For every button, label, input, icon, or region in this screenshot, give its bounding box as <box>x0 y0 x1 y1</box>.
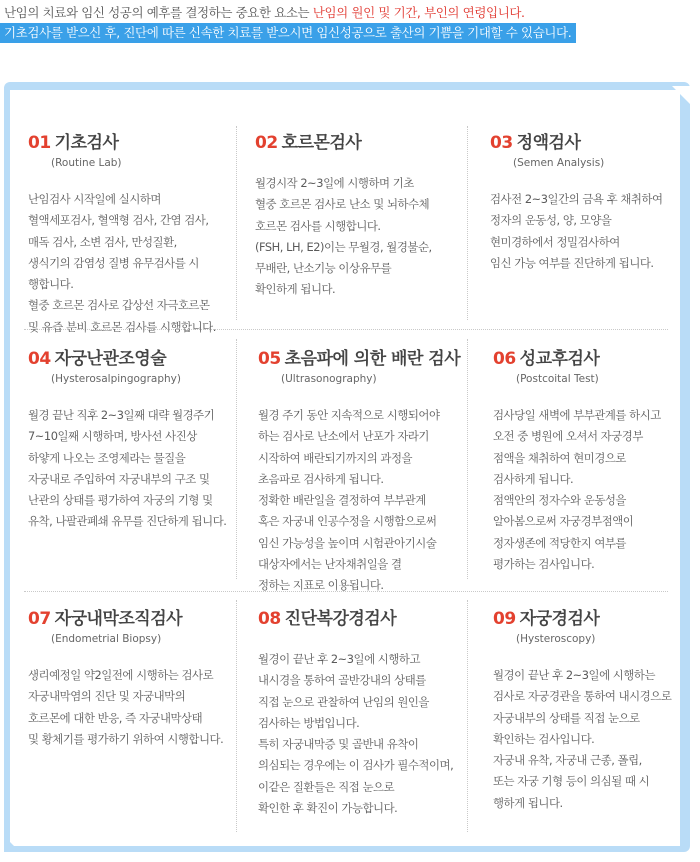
description-line: 및 황체기를 평가하기 위하여 시행합니다. <box>28 731 224 746</box>
test-title <box>28 344 226 369</box>
intro-highlight: 난임의 원인 및 기간, 부인의 연령입니다. <box>312 5 525 20</box>
description-line: 검사하게 됩니다. <box>493 471 574 486</box>
test-subtitle: (Hysterosalpingography) <box>51 373 181 385</box>
test-description <box>490 189 663 274</box>
test-description <box>493 665 671 814</box>
col-divider <box>236 126 237 320</box>
description-line: 유착, 나팔관폐쇄 유무를 진단하게 됩니다. <box>28 514 227 529</box>
test-title <box>258 344 460 369</box>
test-card-04 <box>28 344 226 533</box>
test-number: 01 <box>28 133 51 153</box>
test-description <box>28 405 226 533</box>
description-line: (FSH, LH, E2)이는 무월경, 월경불순, <box>255 239 432 254</box>
test-name: 호르몬검사 <box>281 133 362 153</box>
description-line: 검사당일 새벽에 부부관계를 하시고 <box>493 408 661 422</box>
frame-corner-bottom-left <box>4 836 20 852</box>
test-subtitle: (Ultrasonography) <box>281 373 377 385</box>
test-number: 05 <box>258 349 281 369</box>
test-title <box>493 344 661 369</box>
test-subtitle: (Endometrial Biopsy) <box>51 633 162 645</box>
description-line: 월경시작 2~3일에 시행하며 기초 <box>255 176 414 190</box>
description-line: 월경 주기 동안 지속적으로 시행되어야 <box>258 408 440 422</box>
description-line: 의심되는 경우에는 이 검사가 필수적이며, <box>258 758 454 773</box>
description-line: 월경이 끝난 후 2~3일에 시행하고 <box>258 652 421 666</box>
description-line: 직접 눈으로 관찰하여 난임의 원인을 <box>258 694 429 709</box>
test-name: 초음파에 의한 배란 검사 <box>284 349 461 369</box>
test-name: 진단복강경검사 <box>284 609 397 629</box>
description-line: 또는 자궁 기형 등이 의심될 때 시 <box>493 774 650 789</box>
test-card-07 <box>28 604 223 750</box>
description-line: 난임검사 시작일에 실시하며 <box>28 192 161 206</box>
description-line: 자궁내로 주입하여 자궁내부의 구조 및 <box>28 471 210 486</box>
test-card-03 <box>490 128 663 274</box>
description-line: 임신 가능 여부를 진단하게 됩니다. <box>490 255 654 270</box>
description-line: 자궁내 유착, 자궁내 근종, 폴립, <box>493 753 642 768</box>
test-title <box>255 128 432 153</box>
description-line: 알아봄으로써 자궁경부점액이 <box>493 514 634 529</box>
description-line: 정자의 운동성, 양, 모양을 <box>490 213 612 228</box>
description-line: 정자생존에 적당한지 여부를 <box>493 535 626 550</box>
description-line: 및 유즙 분비 호르몬 검사를 시행합니다. <box>28 319 216 334</box>
test-title <box>493 604 671 629</box>
description-line: 난관의 상태를 평가하여 자궁의 기형 및 <box>28 493 213 508</box>
description-line: 대상자에서는 난자채취일을 결 <box>258 557 402 572</box>
description-line: 확인하게 됩니다. <box>255 282 336 297</box>
description-line: 검사하는 방법입니다. <box>258 715 360 730</box>
col-divider <box>467 339 468 579</box>
description-line: 하얗게 나오는 조영제라는 물질을 <box>28 450 186 465</box>
description-line: 특히 자궁내막증 및 골반내 유착이 <box>258 737 419 752</box>
test-number: 04 <box>28 349 51 369</box>
description-line: 현미경하에서 정밀검사하여 <box>490 234 620 249</box>
test-subtitle: (Postcoital Test) <box>516 373 599 385</box>
test-number: 09 <box>493 609 516 629</box>
description-line: 확인하는 검사입니다. <box>493 731 595 746</box>
description-line: 임신 가능성을 높이며 시험관아기시술 <box>258 535 437 550</box>
description-line: 하는 검사로 난소에서 난포가 자라기 <box>258 429 429 444</box>
description-line: 혈중 호르몬 검사로 갑상선 자극호르몬 <box>28 298 210 313</box>
test-description <box>258 649 453 819</box>
description-line: 자궁내부의 상태를 직접 눈으로 <box>493 710 640 725</box>
description-line: 시작하여 배란되기까지의 과정을 <box>258 450 413 465</box>
intro-line-2: 기초검사를 받으신 후, 진단에 따른 신속한 치료를 받으시면 임신성공으로 출산의 기쁨을 기대할 수 있습니다. <box>0 23 576 43</box>
test-name: 자궁경검사 <box>519 609 600 629</box>
description-line: 점액을 채취하여 현미경으로 <box>493 450 626 465</box>
test-card-05 <box>258 344 460 597</box>
description-line: 확인한 후 확진이 가능합니다. <box>258 801 398 816</box>
test-subtitle: (Routine Lab) <box>51 157 122 169</box>
test-description <box>28 189 216 338</box>
test-description <box>493 405 661 575</box>
test-number: 08 <box>258 609 281 629</box>
description-line: 월경 끝난 직후 2~3일째 대략 월경주기 <box>28 408 215 422</box>
test-number: 06 <box>493 349 516 369</box>
intro-line-1 <box>4 4 525 22</box>
test-title <box>258 604 453 629</box>
description-line: 행합니다. <box>28 277 74 292</box>
description-line: 점액안의 정자수와 운동성을 <box>493 493 626 508</box>
test-card-06 <box>493 344 661 575</box>
test-description <box>28 665 223 750</box>
test-number: 03 <box>490 133 513 153</box>
intro-text: 난임의 치료와 임신 성공의 예후를 결정하는 중요한 요소는 <box>4 5 313 20</box>
description-line: 혹은 자궁내 인공수정을 시행함으로써 <box>258 514 437 529</box>
description-line: 매독 검사, 소변 검사, 만성질환, <box>28 234 177 249</box>
test-name: 정액검사 <box>516 133 581 153</box>
description-line: 자궁내막염의 진단 및 자궁내막의 <box>28 689 186 704</box>
description-line: 혈중 호르몬 검사로 난소 및 뇌하수체 <box>255 197 430 212</box>
test-number: 07 <box>28 609 51 629</box>
test-title <box>28 604 223 629</box>
test-description <box>258 405 460 597</box>
test-name: 자궁난관조영술 <box>54 349 167 369</box>
description-line: 호르몬에 대한 반응, 즉 자궁내막상태 <box>28 710 203 725</box>
col-divider <box>467 126 468 320</box>
description-line: 7~10일째 시행하며, 방사선 사진상 <box>28 429 197 444</box>
description-line: 평가하는 검사입니다. <box>493 557 595 572</box>
test-title <box>28 128 216 153</box>
test-subtitle: (Semen Analysis) <box>513 157 605 169</box>
test-title <box>490 128 663 153</box>
test-card-08 <box>258 604 453 819</box>
description-line: 정확한 배란일을 결정하여 부부관계 <box>258 493 426 508</box>
description-line: 이같은 질환들은 직접 눈으로 <box>258 779 395 794</box>
description-line: 오전 중 병원에 오셔서 자궁경부 <box>493 429 643 444</box>
col-divider <box>467 600 468 832</box>
description-line: 생식기의 감염성 질병 유무검사를 시 <box>28 255 199 270</box>
test-description <box>255 173 432 301</box>
description-line: 행하게 됩니다. <box>493 795 563 810</box>
description-line: 무배란, 난소기능 이상유무를 <box>255 261 392 276</box>
description-line: 정하는 지표로 이용됩니다. <box>258 578 384 593</box>
description-line: 생리예정일 약2일전에 시행하는 검사로 <box>28 668 214 682</box>
test-subtitle: (Hysteroscopy) <box>516 633 596 645</box>
description-line: 검사로 자궁경관을 통하여 내시경으로 <box>493 689 672 704</box>
test-card-02 <box>255 128 432 301</box>
test-card-09 <box>493 604 671 814</box>
test-number: 02 <box>255 133 278 153</box>
test-name: 기초검사 <box>54 133 119 153</box>
frame-corner-top-right <box>672 86 690 104</box>
description-line: 검사전 2~3일간의 금욕 후 채취하여 <box>490 192 663 206</box>
test-name: 성교후검사 <box>519 349 600 369</box>
col-divider <box>236 339 237 579</box>
test-card-01 <box>28 128 216 338</box>
col-divider <box>236 600 237 832</box>
description-line: 초음파로 검사하게 됩니다. <box>258 471 384 486</box>
description-line: 내시경을 통하여 골반강내의 상태를 <box>258 673 426 688</box>
test-name: 자궁내막조직검사 <box>54 609 183 629</box>
description-line: 혈액세포검사, 혈액형 검사, 간염 검사, <box>28 213 209 228</box>
description-line: 호르몬 검사를 시행합니다. <box>255 218 381 233</box>
description-line: 월경이 끝난 후 2~3일에 시행하는 <box>493 668 656 682</box>
